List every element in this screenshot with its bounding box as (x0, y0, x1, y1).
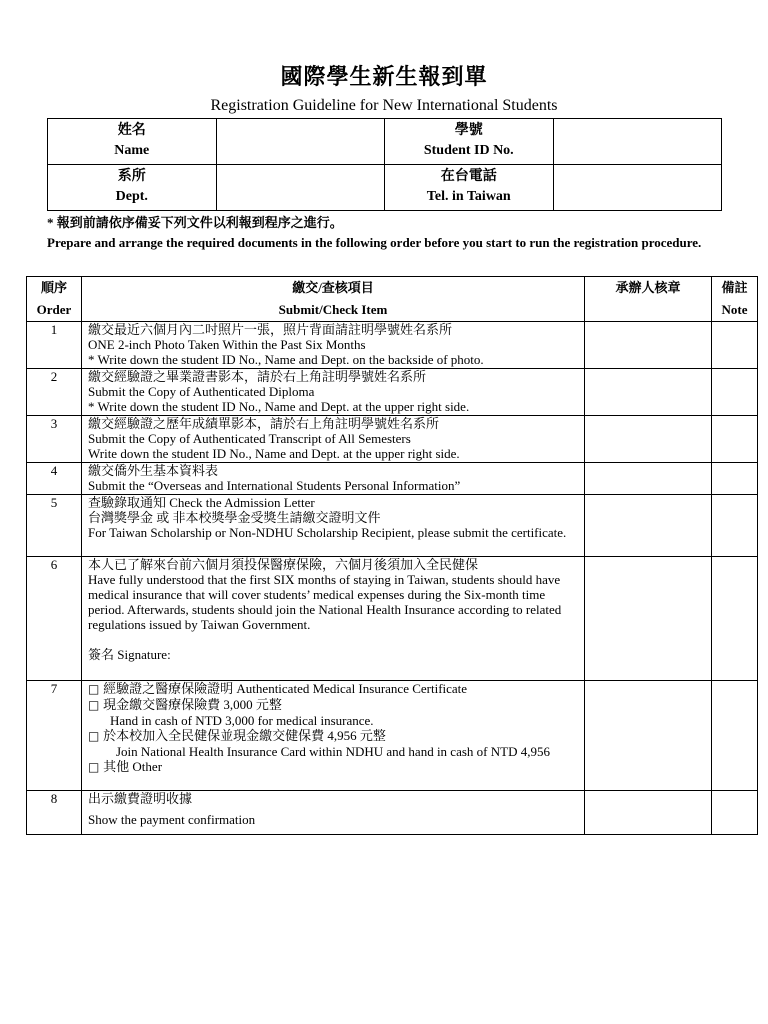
item-line: 繳交最近六個月內二吋照片一張，照片背面請註明學號姓名系所 (88, 322, 453, 337)
row-order-number: 5 (27, 495, 82, 557)
row-item-cell (82, 322, 585, 369)
row-check-cell[interactable] (585, 322, 712, 369)
table-row (27, 322, 758, 369)
row-item-cell (82, 557, 585, 681)
row-check-cell[interactable] (585, 791, 712, 835)
name-field[interactable] (216, 119, 384, 165)
item-line: Submit the Copy of Authenticated Transcript of All Semesters (88, 431, 411, 446)
option-line (88, 697, 578, 713)
tel-label-cell (384, 165, 553, 211)
name-label-cn: 姓名 (117, 123, 146, 138)
row-note-cell[interactable] (712, 791, 758, 835)
row-note-cell[interactable] (712, 495, 758, 557)
option-unit: 元整 (255, 697, 282, 712)
item-line: ONE 2-inch Photo Taken Within the Past Six Months (88, 337, 366, 352)
id-label-cell (384, 119, 553, 165)
table-row (27, 791, 758, 835)
row-order-number: 8 (27, 791, 82, 835)
item-line: 簽名 Signature: (88, 647, 171, 662)
name-label-en: Name (114, 143, 150, 158)
option-label-cn: 經驗證之醫療保險證明 (103, 681, 237, 696)
option-line (88, 759, 578, 775)
checklist-table (26, 276, 758, 835)
student-info-table (47, 118, 722, 211)
item-header (82, 277, 585, 322)
dept-label-cn: 系所 (117, 169, 146, 184)
check-header-cn: 承辦人核章 (615, 280, 681, 295)
option-unit: 元整 (359, 728, 386, 743)
note-header-cn: 備註 (721, 280, 748, 295)
row-order-number: 4 (27, 463, 82, 495)
row-note-cell[interactable] (712, 463, 758, 495)
row-note-cell[interactable] (712, 369, 758, 416)
item-line: Have fully understood that the first SIX months of staying in Taiwan, students should have medical insurance that will cover students’ medical expenses during the Six-month time period. Afterwards, students should join the National Health Insurance according to related regulations issued by Taiwan Government. (88, 572, 562, 632)
checkbox-icon[interactable]: □ (88, 729, 104, 743)
table-row (27, 369, 758, 416)
item-line: Submit the Copy of Authenticated Diploma (88, 384, 315, 399)
dept-label-cell (48, 165, 217, 211)
row-order-number: 2 (27, 369, 82, 416)
row-item-cell (82, 791, 585, 835)
instruction-note-cn: * 報到前請依序備妥下列文件以利報到程序之進行。 (47, 215, 343, 230)
item-line: 繳交經驗證之歷年成績單影本，請於右上角註明學號姓名系所 (88, 416, 440, 431)
item-line: Write down the student ID No., Name and Dept. at the upper right side. (88, 446, 460, 461)
instruction-note-en: Prepare and arrange the required documents in the following order before you start to run the registration procedure. (47, 235, 702, 250)
row-note-cell[interactable] (712, 557, 758, 681)
item-line: 出示繳費證明收據 (88, 791, 193, 806)
row-check-cell[interactable] (585, 495, 712, 557)
option-amount: 4,956 (327, 728, 360, 743)
row-item-cell (82, 416, 585, 463)
item-line: 本人已了解來台前六個月須投保醫療保險，六個月後須加入全民健保 (88, 557, 479, 572)
option-line (88, 728, 578, 744)
item-line: Submit the “Overseas and International Students Personal Information” (88, 478, 461, 493)
name-label-cell (48, 119, 217, 165)
page-title-en: Registration Guideline for New International Students (210, 97, 558, 114)
row-item-cell (82, 463, 585, 495)
id-label-en: Student ID No. (423, 143, 514, 158)
page-title-cn: 國際學生新生報到單 (280, 64, 488, 89)
note-header-en: Note (721, 302, 748, 317)
row-order-number: 7 (27, 681, 82, 791)
item-line (88, 632, 578, 647)
table-row (27, 463, 758, 495)
item-header-en: Submit/Check Item (278, 302, 388, 317)
checkbox-icon[interactable]: □ (88, 682, 104, 696)
option-label-cn: 現金繳交醫療保險費 (103, 697, 224, 712)
item-line: * Write down the student ID No., Name and Dept. at the upper right side. (88, 399, 470, 414)
item-header-cn: 繳交/查核項目 (292, 280, 374, 295)
table-row (27, 557, 758, 681)
id-label-cn: 學號 (454, 123, 483, 138)
row-check-cell[interactable] (585, 369, 712, 416)
row-check-cell[interactable] (585, 557, 712, 681)
tel-field[interactable] (553, 165, 721, 211)
item-line: 查驗錄取通知 Check the Admission Letter (88, 495, 315, 510)
check-header (585, 277, 712, 322)
option-sub-text: Hand in cash of NTD 3,000 for medical insurance. (110, 713, 374, 728)
row-item-cell (82, 681, 585, 791)
row-note-cell[interactable] (712, 322, 758, 369)
row-check-cell[interactable] (585, 681, 712, 791)
checklist-header-row (27, 277, 758, 322)
table-row (27, 416, 758, 463)
tel-label-en: Tel. in Taiwan (426, 189, 511, 204)
row-order-number: 6 (27, 557, 82, 681)
option-label-cn: 於本校加入全民健保並現金繳交健保費 (103, 728, 328, 743)
row-item-cell (82, 495, 585, 557)
option-amount: 3,000 (223, 697, 256, 712)
tel-label-cn: 在台電話 (440, 169, 497, 184)
option-label-en: Authenticated Medical Insurance Certificate (236, 681, 468, 696)
option-label-cn: 其他 (103, 759, 133, 774)
row-item-cell (82, 369, 585, 416)
item-line: * Write down the student ID No., Name and Dept. on the backside of photo. (88, 352, 484, 367)
item-line: 繳交經驗證之畢業證書影本，請於右上角註明學號姓名系所 (88, 369, 427, 384)
table-row (27, 681, 758, 791)
item-line: Show the payment confirmation (88, 812, 256, 827)
dept-field[interactable] (216, 165, 384, 211)
row-note-cell[interactable] (712, 416, 758, 463)
order-header (27, 277, 82, 322)
row-order-number: 1 (27, 322, 82, 369)
checkbox-icon[interactable]: □ (88, 698, 104, 712)
checkbox-icon[interactable]: □ (88, 760, 104, 774)
student-id-field[interactable] (553, 119, 721, 165)
dept-label-en: Dept. (115, 189, 148, 204)
order-header-cn: 順序 (40, 280, 67, 295)
item-line: 繳交僑外生基本資料表 (88, 463, 219, 478)
item-line: For Taiwan Scholarship or Non-NDHU Scholarship Recipient, please submit the certificate. (88, 525, 567, 540)
item-line: 台灣獎學金 或 非本校獎學金受獎生請繳交證明文件 (88, 510, 381, 525)
row-check-cell[interactable] (585, 416, 712, 463)
row-check-cell[interactable] (585, 463, 712, 495)
row-order-number: 3 (27, 416, 82, 463)
table-row (27, 495, 758, 557)
option-label-en: Other (132, 759, 163, 774)
row-note-cell[interactable] (712, 681, 758, 791)
note-header (712, 277, 758, 322)
option-sub-text: Join National Health Insurance Card within NDHU and hand in cash of NTD 4,956 (116, 744, 550, 759)
order-header-en: Order (36, 302, 72, 317)
option-line (88, 681, 578, 697)
